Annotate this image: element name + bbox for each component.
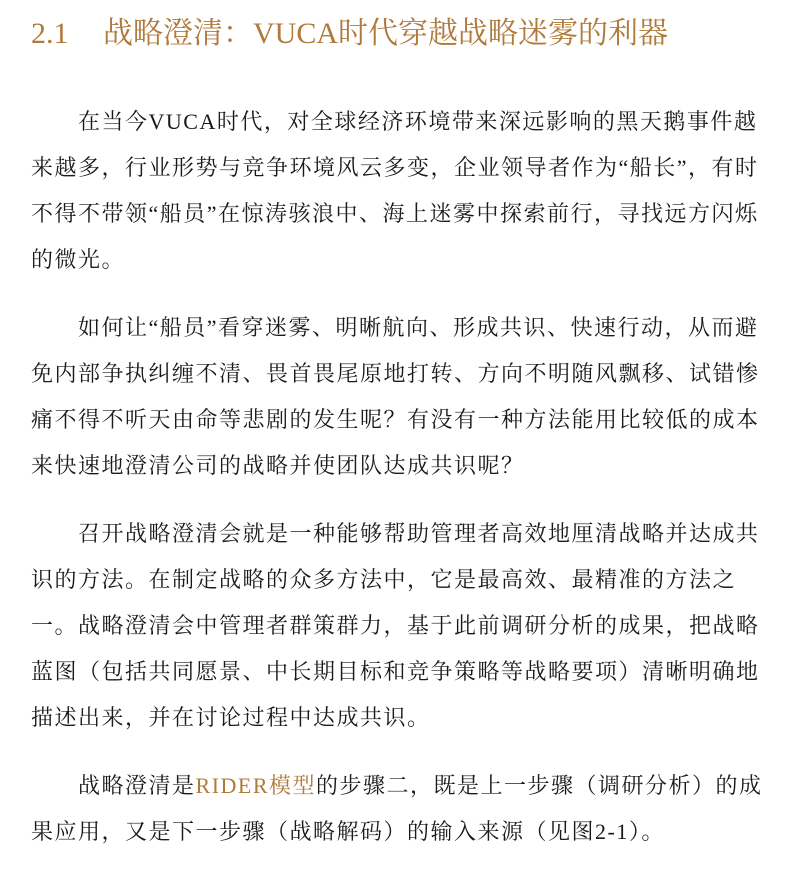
section-heading	[31, 12, 668, 56]
paragraph-3	[31, 511, 761, 741]
paragraph-line: 免内部争执纠缠不清、畏首畏尾原地打转、方向不明随风飘移、试错惨	[31, 361, 760, 386]
text-run: 的步骤二，既是上一步骤（调研分析）的成	[316, 773, 763, 798]
paragraph-line: 识的方法。在制定战略的众多方法中，它是最高效、最精准的方法之	[31, 567, 737, 592]
paragraph-line	[31, 763, 761, 809]
paragraph-line: 蓝图（包括共同愿景、中长期目标和竞争策略等战略要项）清晰明确地	[31, 659, 760, 684]
paragraph-1	[31, 99, 761, 283]
section-number: 2.1	[31, 17, 69, 50]
paragraph-line: 来快速地澄清公司的战略并使团队达成共识呢？	[31, 453, 525, 478]
paragraph-line: 在当今VUCA时代，对全球经济环境带来深远影响的黑天鹅事件越	[78, 109, 758, 134]
paragraph-line: 召开战略澄清会就是一种能够帮助管理者高效地厘清战略并达成共	[78, 521, 760, 546]
paragraph-line: 一。战略澄清会中管理者群策群力，基于此前调研分析的成果，把战略	[31, 613, 760, 638]
paragraph-4	[31, 763, 761, 855]
paragraph-line: 来越多，行业形势与竞争环境风云多变，企业领导者作为“船长”，有时	[31, 155, 759, 180]
paragraph-2	[31, 305, 761, 489]
paragraph-line: 不得不带领“船员”在惊涛骇浪中、海上迷雾中探索前行，寻找远方闪烁	[31, 201, 759, 226]
paragraph-line: 的微光。	[31, 247, 126, 272]
paragraph-line: 果应用，又是下一步骤（战略解码）的输入来源（见图2-1）。	[31, 819, 665, 844]
paragraph-line: 描述出来，并在讨论过程中达成共识。	[31, 705, 431, 730]
paragraph-line: 如何让“船员”看穿迷雾、明晰航向、形成共识、快速行动，从而避	[78, 315, 759, 340]
section-title: 战略澄清：VUCA时代穿越战略迷雾的利器	[103, 17, 669, 50]
paragraph-line: 痛不得不听天由命等悲剧的发生呢？有没有一种方法能用比较低的成本	[31, 407, 760, 432]
rider-model-link[interactable]: RIDER模型	[195, 773, 317, 798]
text-run: 战略澄清是	[78, 773, 196, 798]
